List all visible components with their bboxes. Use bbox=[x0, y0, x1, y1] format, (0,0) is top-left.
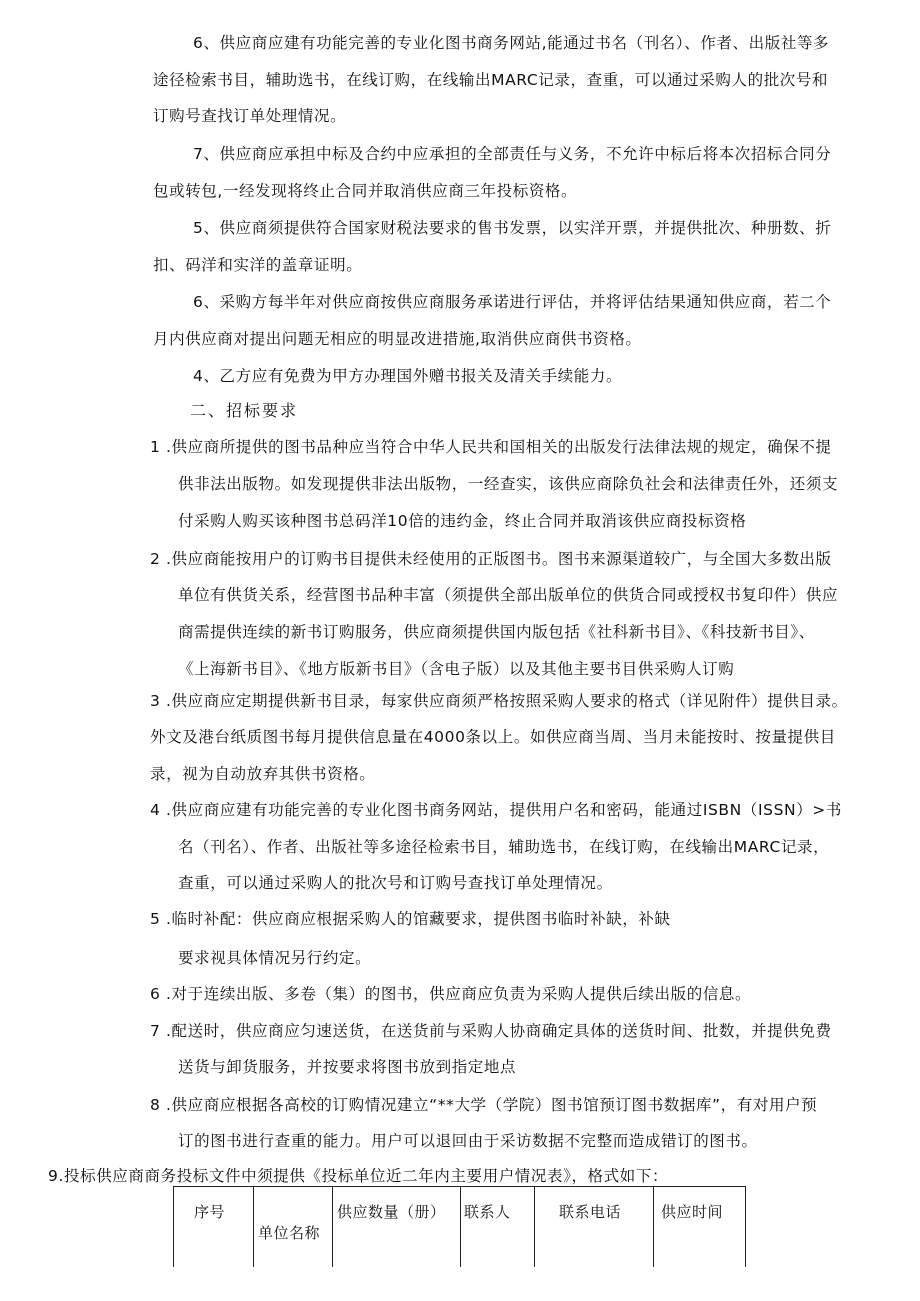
text-line: 6、采购方每半年对供应商按供应商服务承诺进行评估，并将评估结果通知供应商，若二个 bbox=[193, 293, 832, 311]
table-header-label: 供应数量（册） bbox=[337, 1203, 446, 1221]
text-line: 订的图书进行查重的能力。用户可以退回由于采访数据不完整而造成错订的图书。 bbox=[178, 1132, 758, 1150]
table-header-label: 联系人 bbox=[464, 1203, 511, 1221]
text-line: 商需提供连续的新书订购服务，供应商须提供国内版包括《社科新书目》、《科技新书目》、 bbox=[178, 623, 815, 641]
table-header-cell bbox=[174, 1187, 254, 1268]
text-line: 查重，可以通过采购人的批次号和订购号查找订单处理情况。 bbox=[178, 874, 613, 892]
text-line: 7、供应商应承担中标及合约中应承担的全部责任与义务，不允许中标后将本次招标合同分 bbox=[193, 145, 832, 163]
text-line: 供非法出版物。如发现提供非法出版物，一经查实，该供应商除负社会和法律责任外，还须支 bbox=[178, 475, 839, 493]
text-line: 5、供应商须提供符合国家财税法要求的售书发票，以实洋开票，并提供批次、种册数、折 bbox=[193, 219, 832, 237]
table-header-row bbox=[174, 1187, 746, 1268]
text-line: 《上海新书目》、《地方版新书目》（含电子版）以及其他主要书目供采购人订购 bbox=[178, 660, 735, 678]
text-line: 外文及港台纸质图书每月提供信息量在4000条以上。如供应商当周、当月未能按时、按量提供目 bbox=[150, 728, 836, 746]
text-line: 订购号查找订单处理情况。 bbox=[153, 107, 347, 125]
text-line: 3 .供应商应定期提供新书目录，每家供应商须严格按照采购人要求的格式（详见附件）提供目录。 bbox=[150, 692, 848, 710]
table-header-label: 联系电话 bbox=[559, 1203, 622, 1221]
text-line: 月内供应商对提出问题无相应的明显改进措施,取消供应商供书资格。 bbox=[153, 330, 642, 348]
text-line: 5 .临时补配：供应商应根据采购人的馆藏要求，提供图书临时补缺，补缺 bbox=[150, 910, 671, 928]
text-line: 9.投标供应商商务投标文件中须提供《投标单位近二年内主要用户情况表》，格式如下： bbox=[48, 1167, 669, 1185]
text-line: 付采购人购买该种图书总码洋10倍的违约金，终止合同并取消该供应商投标资格 bbox=[178, 512, 747, 530]
section-heading: 二、招标要求 bbox=[190, 401, 299, 420]
text-line: 送货与卸货服务，并按要求将图书放到指定地点 bbox=[178, 1058, 517, 1076]
text-line: 要求视具体情况另行约定。 bbox=[178, 949, 372, 967]
text-line: 6、供应商应建有功能完善的专业化图书商务网站,能通过书名（刊名）、作者、出版社等多 bbox=[193, 34, 830, 52]
text-line: 4、乙方应有免费为甲方办理国外赠书报关及清关手续能力。 bbox=[193, 367, 623, 385]
text-line: 8 .供应商应根据各高校的订购情况建立“**大学（学院）图书馆预订图书数据库”，有对用户预 bbox=[150, 1096, 818, 1114]
text-line: 名（刊名）、作者、出版社等多途径检索书目，辅助选书，在线订购，在线输出MARC记录， bbox=[178, 838, 830, 856]
table-header-label: 序号 bbox=[194, 1203, 226, 1221]
table-header-cell bbox=[654, 1187, 746, 1268]
table-header-label: 供应时间 bbox=[661, 1203, 724, 1221]
table-header-cell bbox=[254, 1187, 333, 1268]
user-info-table bbox=[173, 1186, 746, 1267]
text-line: 途径检索书目，辅助选书，在线订购，在线输出MARC记录，查重，可以通过采购人的批次号和 bbox=[153, 71, 829, 89]
text-line: 扣、码洋和实洋的盖章证明。 bbox=[153, 256, 363, 274]
text-line: 4 .供应商应建有功能完善的专业化图书商务网站，提供用户名和密码，能通过ISBN（ISSN）>书 bbox=[150, 801, 842, 819]
table-header-cell bbox=[535, 1187, 654, 1268]
text-line: 单位有供货关系，经营图书品种丰富（须提供全部出版单位的供货合同或授权书复印件）供应 bbox=[178, 586, 839, 604]
table-header-label: 单位名称 bbox=[258, 1224, 321, 1242]
table-header-cell bbox=[333, 1187, 461, 1268]
text-line: 6 .对于连续出版、多卷（集）的图书，供应商应负责为采购人提供后续出版的信息。 bbox=[150, 985, 752, 1003]
text-line: 1 .供应商所提供的图书品种应当符合中华人民共和国相关的出版发行法律法规的规定，确保不提 bbox=[150, 438, 832, 456]
text-line: 录，视为自动放弃其供书资格。 bbox=[150, 765, 376, 783]
text-line: 7 .配送时，供应商应匀速送货，在送货前与采购人协商确定具体的送货时间、批数，并提供免费 bbox=[150, 1022, 832, 1040]
text-line: 2 .供应商能按用户的订购书目提供未经使用的正版图书。图书来源渠道较广，与全国大多数出版 bbox=[150, 550, 832, 568]
text-line: 包或转包,一经发现将终止合同并取消供应商三年投标资格。 bbox=[153, 182, 578, 200]
table-header-cell bbox=[461, 1187, 535, 1268]
